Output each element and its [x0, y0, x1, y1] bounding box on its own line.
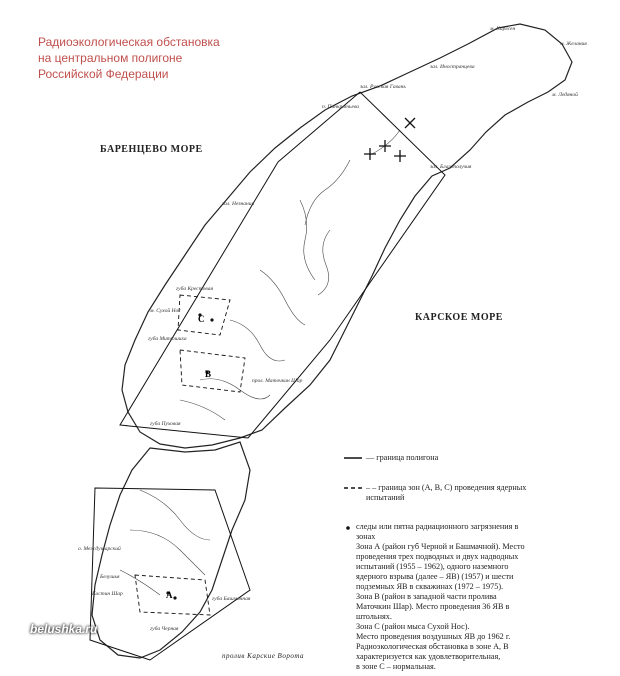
- legend-zone-a-5: подземных ЯВ в скважинах (1972 – 1975).: [356, 582, 504, 591]
- legend-description: [356, 522, 586, 672]
- barents-sea-label: БАРЕНЦЕВО МОРЕ: [100, 144, 203, 155]
- legend-zone-boundary: [366, 483, 526, 503]
- title-line-2: на центральном полигоне: [38, 51, 183, 65]
- place-bashmachnaya: губа Башмачная: [212, 596, 251, 602]
- strait-label: пролив Карские Ворота: [222, 652, 304, 660]
- legend-zone-b-2: Маточкин Шар). Место проведения 36 ЯВ в: [356, 602, 510, 611]
- legend-dots-line-1: следы или пятна радиационного загрязнения в: [356, 522, 519, 531]
- legend-zone-c-1: Зона С (район мыса Сухой Нос).: [356, 622, 470, 631]
- legend-zone-b-3: штольнях.: [356, 612, 392, 621]
- legend-zone-c-4: характеризуется как удовлетворительная,: [356, 652, 501, 661]
- place-krestovaya: губа Крестовая: [176, 286, 214, 292]
- legend-zone-a-4: ядерного взрыва (далее – ЯВ) (1957) и шести: [356, 572, 514, 581]
- legend-dots-line-2: зонах: [356, 532, 376, 541]
- north-island-coast: [122, 24, 572, 448]
- title-line-1: Радиоэкологическая обстановка: [38, 35, 220, 49]
- legend-zone-a-2: проведения трех подводных и двух надводных: [356, 552, 519, 561]
- zone-a-letter: A: [166, 590, 173, 600]
- legend-zone-a-3: испытаний (1955 – 1962), одного наземного: [356, 562, 509, 571]
- legend-zone-a-1: Зона А (район губ Черной и Башмачной). Место: [356, 542, 525, 551]
- place-mityushikha: губа Митюшиха: [148, 336, 187, 342]
- place-matochkin-shar: прол. Маточкин Шар: [252, 378, 303, 384]
- place-sukhoi-nos: м. Сухой Нос: [150, 308, 181, 314]
- kara-sea-label: КАРСКОЕ МОРЕ: [415, 312, 503, 323]
- place-chernaya: губа Черная: [150, 626, 179, 632]
- place-zhelaniya: м. Желания: [560, 41, 587, 47]
- place-pukhovy: губа Пуховая: [150, 421, 181, 427]
- zone-b-letter: B: [205, 369, 212, 379]
- legend-zone-c-2: Место проведения воздушных ЯВ до 1962 г.: [356, 632, 511, 641]
- place-karlsen: м. Карлсен: [490, 26, 516, 32]
- legend-boundary-text: — граница полигона: [366, 453, 439, 462]
- watermark: belushka.ru: [30, 622, 98, 636]
- place-blagopoluchiya: зал. Благополучия: [430, 164, 472, 170]
- title-line-3: Российской Федерации: [38, 67, 169, 81]
- place-pankratiev: п. Панкратьева: [322, 104, 360, 110]
- zone-c-letter: C: [198, 314, 205, 324]
- place-mezhdusharsky: о. Междушарский: [78, 546, 121, 552]
- legend-zone-line-1: – – граница зон (А, В, С) проведения ядерных: [366, 483, 527, 492]
- legend-zone-b-1: Зона В (район в западной части пролива: [356, 592, 497, 601]
- place-belushya: Белушья: [100, 574, 120, 580]
- legend-zone-c-3: Радиоэкологическая обстановка в зоне А, В: [356, 642, 509, 651]
- legend-zone-c-5: в зоне С – нормальная.: [356, 662, 436, 671]
- legend-boundary: [366, 453, 438, 463]
- place-kostin-shar: Костин Шар: [92, 591, 123, 597]
- place-inostrantseva: зал. Иностранцева: [430, 64, 475, 70]
- place-russkaya-gavan: зал. Русская Гавань: [360, 84, 406, 90]
- legend-zone-line-2: испытаний: [366, 493, 405, 502]
- place-neznaniya: зал. Незнания: [222, 201, 255, 207]
- place-lednikovy: м. Ледяной: [552, 92, 578, 98]
